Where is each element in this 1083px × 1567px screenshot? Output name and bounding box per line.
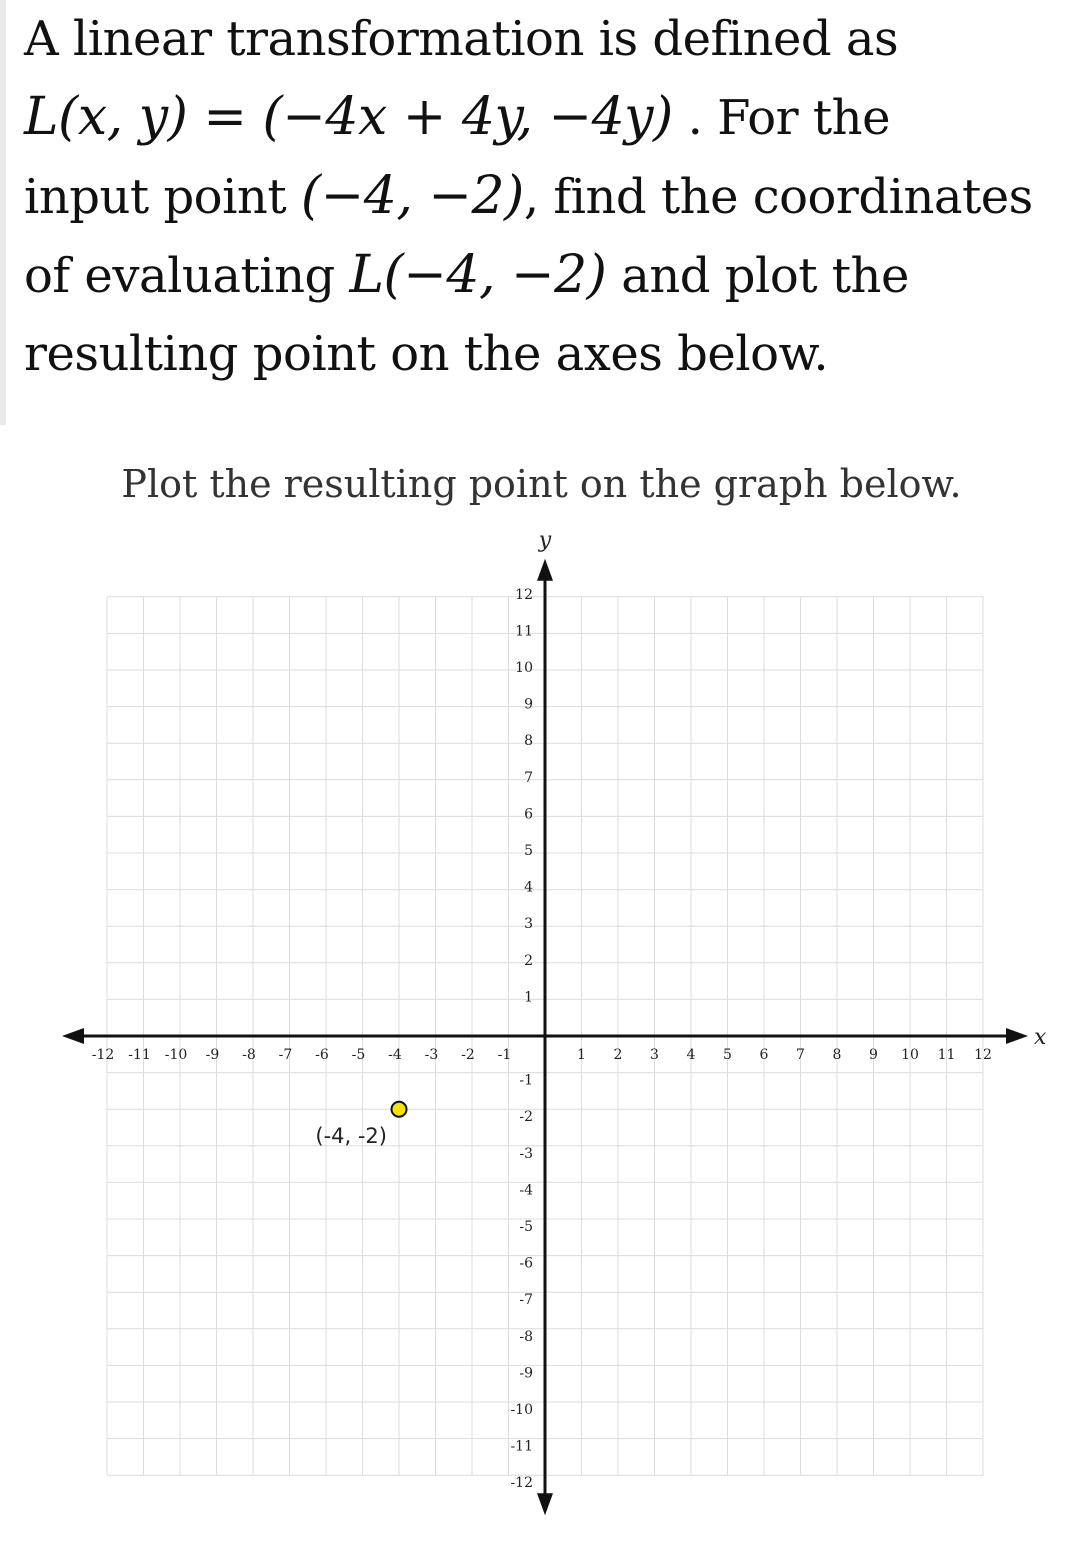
transformation-formula: L(x, y) = (−4x + 4y, −4y) bbox=[24, 87, 673, 147]
y-tick-label: 8 bbox=[524, 733, 533, 750]
x-tick-label: 2 bbox=[613, 1047, 623, 1063]
x-tick-label: 12 bbox=[974, 1047, 992, 1063]
y-tick-label: 11 bbox=[515, 623, 533, 640]
x-tick-label: -6 bbox=[315, 1047, 329, 1063]
y-tick-label: 9 bbox=[524, 696, 533, 713]
x-tick-label: 4 bbox=[686, 1047, 696, 1063]
question-text bbox=[24, 0, 1074, 393]
y-axis-title: y bbox=[538, 527, 552, 553]
y-tick-label: -2 bbox=[519, 1109, 533, 1126]
y-tick-label: -9 bbox=[519, 1365, 533, 1382]
x-tick-label: -10 bbox=[164, 1047, 188, 1063]
y-tick-label: 3 bbox=[524, 916, 533, 933]
x-tick-label: 7 bbox=[796, 1047, 805, 1063]
axes bbox=[62, 528, 1047, 1515]
y-tick-label: -6 bbox=[519, 1255, 533, 1272]
x-tick-label: 8 bbox=[832, 1047, 842, 1063]
x-tick-label: -8 bbox=[242, 1047, 256, 1063]
evaluate-expression: L(−4, −2) bbox=[349, 245, 607, 305]
y-tick-label: 7 bbox=[524, 769, 533, 786]
y-tick-label: -7 bbox=[519, 1292, 533, 1309]
x-axis-left-arrow-icon bbox=[62, 1028, 84, 1044]
plotted-points[interactable] bbox=[315, 1102, 406, 1149]
question-line-3 bbox=[24, 157, 1074, 236]
y-tick-label: 4 bbox=[524, 879, 533, 896]
question-line-5: resulting point on the axes below. bbox=[24, 326, 829, 382]
x-tick-label: -2 bbox=[461, 1047, 475, 1063]
question-line-3-head: input point bbox=[24, 169, 301, 225]
x-tick-label: 1 bbox=[577, 1047, 586, 1063]
plotted-point[interactable] bbox=[392, 1102, 407, 1117]
x-tick-label: -12 bbox=[91, 1047, 115, 1063]
x-tick-label: -4 bbox=[388, 1047, 402, 1063]
y-tick-label: -3 bbox=[519, 1145, 533, 1162]
x-tick-label: -11 bbox=[128, 1047, 151, 1063]
x-tick-label: -3 bbox=[424, 1047, 439, 1063]
y-tick-label: 2 bbox=[524, 952, 533, 969]
y-tick-label: 12 bbox=[515, 586, 533, 603]
y-tick-label: 5 bbox=[524, 843, 533, 859]
y-tick-label: 6 bbox=[524, 806, 533, 823]
y-tick-label: -4 bbox=[519, 1182, 533, 1199]
x-axis-title: x bbox=[1034, 1025, 1047, 1050]
question-line-3-tail: , find the coordinates bbox=[523, 169, 1033, 225]
plot-instruction: Plot the resulting point on the graph below. bbox=[121, 462, 962, 506]
y-tick-label: 1 bbox=[524, 989, 533, 1006]
y-tick-label: -12 bbox=[510, 1475, 533, 1492]
tick-labels bbox=[92, 587, 992, 1491]
x-axis-right-arrow-icon bbox=[1006, 1028, 1028, 1044]
x-tick-label: -7 bbox=[278, 1047, 293, 1063]
y-tick-label: -11 bbox=[510, 1438, 533, 1455]
y-tick-label: -10 bbox=[510, 1402, 533, 1418]
y-axis-up-arrow-icon bbox=[537, 559, 553, 581]
x-tick-label: -5 bbox=[351, 1047, 366, 1063]
x-tick-label: 5 bbox=[723, 1047, 732, 1063]
question-line-4-tail: and plot the bbox=[606, 248, 909, 304]
x-tick-label: 3 bbox=[650, 1047, 659, 1063]
x-tick-label: 10 bbox=[901, 1047, 919, 1063]
x-tick-label: -1 bbox=[497, 1047, 512, 1063]
question-line-4 bbox=[24, 236, 1074, 315]
y-tick-label: -8 bbox=[519, 1328, 533, 1345]
coordinate-graph[interactable] bbox=[0, 527, 1083, 1555]
y-tick-label: 10 bbox=[515, 660, 533, 676]
x-tick-label: 11 bbox=[937, 1047, 956, 1063]
plotted-point-label: (-4, -2) bbox=[315, 1124, 387, 1149]
question-line-2 bbox=[24, 78, 1074, 157]
y-tick-label: -5 bbox=[519, 1219, 533, 1235]
input-point: (−4, −2) bbox=[300, 166, 524, 226]
x-tick-label: -9 bbox=[205, 1047, 220, 1063]
y-tick-label: -1 bbox=[519, 1072, 533, 1089]
y-axis-down-arrow-icon bbox=[537, 1493, 553, 1515]
x-tick-label: 9 bbox=[869, 1047, 878, 1063]
question-line-2-tail: . For the bbox=[672, 90, 890, 146]
question-line-1: A linear transformation is defined as bbox=[24, 11, 899, 67]
x-tick-label: 6 bbox=[759, 1047, 769, 1063]
left-border bbox=[0, 0, 6, 425]
question-line-4-head: of evaluating bbox=[24, 248, 350, 304]
